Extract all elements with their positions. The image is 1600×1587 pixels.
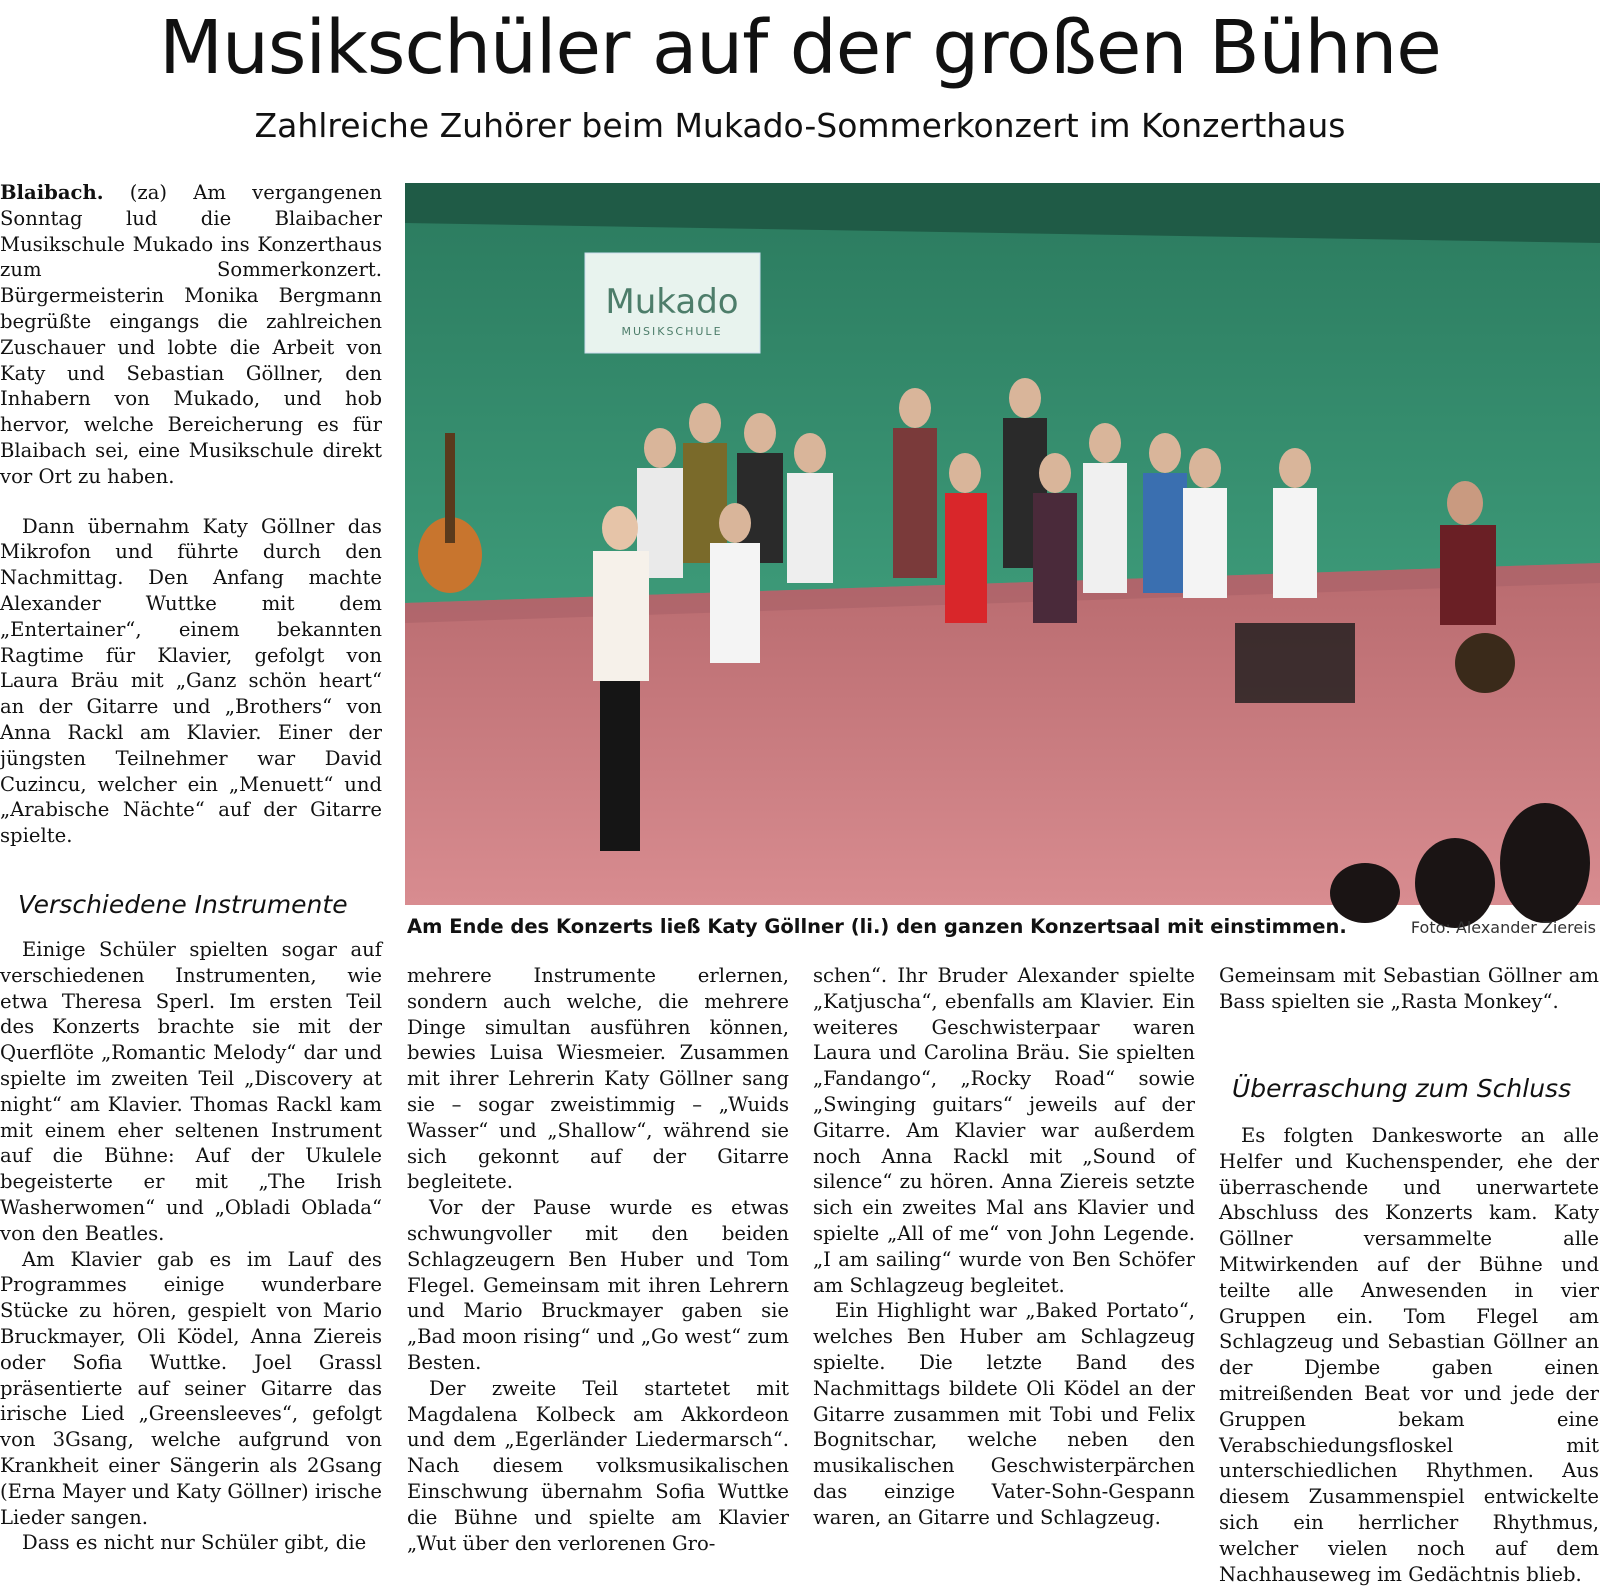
column-1 — [0, 180, 382, 855]
paragraph: Einige Schüler spielten sogar auf verschiedenen Instrumenten, wie etwa Theresa Sperl. Im ersten Teil des Konzerts brachte sie mit der Querflöte „Romantic Melody“ dar und spielte im zweiten Teil „Discovery at night“ am Klavier. Thomas Rackl kam mit einem eher seltenen Instrument auf die Bühne: Auf der Ukulele begeisterte er mit „The Irish Washerwomen“ und „Obladi Oblada“ von den Beatles. — [0, 938, 382, 1245]
concert-photo — [405, 183, 1600, 905]
paragraph: mehrere Instrumente erlernen, sondern auch welche, die mehrere Dinge simultan ausführen können, bewies Luisa Wiesmeier. Zusammen mit ihrer Lehrerin Katy Göllner sang sie – sogar zweistimmig – „Wuids Wasser“ und „Shallow“, während sie sich gekonnt auf der Gitarre begleitete. — [407, 964, 789, 1194]
stage-scene-illustration — [405, 183, 1600, 905]
column-3 — [813, 963, 1195, 1568]
paragraph: schen“. Ihr Bruder Alexander spielte „Katjuscha“, ebenfalls am Klavier. Ein weiteres Geschwisterpaar waren Laura und Carolina Bräu. Sie spielten „Fandango“, „Rocky Road“ sowie „Swinging guitars“ jeweils auf der Gitarre. Am Klavier war außerdem noch Anna Rackl mit „Sound of silence“ zu hören. Anna Ziereis setzte sich ein zweites Mal ans Klavier und spielte „All of me“ von John Legende. „I am sailing“ wurde von Ben Schöfer am Schlagzeug begleitet. — [813, 964, 1195, 1297]
paragraph: Es folgten Dankesworte an alle Helfer und Kuchenspender, ehe der überraschende und unerwartete Abschluss des Konzerts kam. Katy Göllner versammelte alle Mitwirkenden auf der Bühne und teilte alle Anwesenden in vier Gruppen ein. Tom Flegel am Schlagzeug und Sebastian Göllner an der Djembe gaben einen mitreißenden Beat vor und jede der Gruppen bekam eine Verabschiedungsfloskel mit unterschiedlichen Rhythmen. Aus diesem Zusammenspiel entwickelte sich ein herrlicher Rhythmus, welcher vielen noch auf dem Nachhauseweg im Gedächtnis blieb. — [1219, 1124, 1599, 1586]
paragraph: Gemeinsam mit Sebastian Göllner am Bass spielten sie „Rasta Monkey“. — [1219, 964, 1599, 1013]
column-4-continued — [1219, 1123, 1599, 1586]
paragraph: Der zweite Teil startetet mit Magdalena Kolbeck am Akkordeon und dem „Egerländer Liedermarsch“. Nach diesem volksmusikalischen Einschwung übernahm Sofia Wuttke die Bühne und spielte am Klavier „Wut über den verlorenen Gro- — [407, 1376, 789, 1555]
subheading-instrumente: Verschiedene Instrumente — [18, 890, 348, 919]
column-1-continued — [0, 937, 382, 1568]
column-2 — [407, 963, 789, 1568]
paragraph: Ein Highlight war „Baked Portato“, welches Ben Huber am Schlagzeug spielte. Die letzte Band des Nachmittags bildete Oli Ködel an der Gitarre zusammen mit Tobi und Felix Bognitschar, welche neben den musikalischen Geschwisterpärchen das einzige Vater-Sohn-Gespann waren, an Gitarre und Schlagzeug. — [813, 1299, 1195, 1529]
paragraph: Vor der Pause wurde es etwas schwungvoller mit den beiden Schlagzeugern Ben Huber und Tom Flegel. Gemeinsam mit ihren Lehrern und Mario Bruckmayer gaben sie „Bad moon rising“ und „Go west“ zum Besten. — [407, 1196, 789, 1374]
lead-text: (za) Am vergangenen Sonntag lud die Blaibacher Musikschule Mukado ins Konzerthaus zum Sommerkonzert. Bürgermeisterin Monika Bergmann begrüßte eingangs die zahlreichen Zuschauer und lobte die Arbeit von Katy und Sebastian Göllner, den Inhabern von Mukado, und hob hervor, welche Bereicherung es für Blaibach sei, eine Musikschule direkt vor Ort zu haben. — [0, 181, 383, 488]
banner-subtext: MUSIKSCHULE — [621, 325, 723, 338]
subheading-ueberraschung: Überraschung zum Schluss — [1232, 1074, 1572, 1103]
paragraph: Dass es nicht nur Schüler gibt, die — [22, 1531, 367, 1555]
article-subheadline: Zahlreiche Zuhörer beim Mukado-Sommerkonzert im Konzerthaus — [254, 106, 1346, 145]
article-headline: Musikschüler auf der großen Bühne — [159, 5, 1441, 91]
paragraph: Am Klavier gab es im Lauf des Programmes einige wunderbare Stücke zu hören, gespielt von Mario Bruckmayer, Oli Ködel, Anna Ziereis oder Sofia Wuttke. Joel Grassl präsentierte auf seiner Gitarre das irische Lied „Greensleeves“, gefolgt von 3Gsang, welche aufgrund von Krankheit einer Sängerin als 2Gsang (Erna Mayer und Katy Göllner) irische Lieder sangen. — [0, 1247, 382, 1529]
paragraph: Dann übernahm Katy Göllner das Mikrofon und führte durch den Nachmittag. Den Anfang machte Alexander Wuttke mit dem „Entertainer“, einem bekannten Ragtime für Klavier, gefolgt von Laura Bräu mit „Ganz schön heart“ an der Gitarre und „Brothers“ von Anna Rackl am Klavier. Einer der jüngsten Teilnehmer war David Cuzincu, welcher ein „Menuett“ und „Arabische Nächte“ auf der Gitarre spielte. — [0, 514, 382, 848]
banner-text: Mukado — [605, 282, 739, 322]
lead-paragraph — [0, 180, 382, 490]
photo-caption: Am Ende des Konzerts ließ Katy Göllner (li.) den ganzen Konzertsaal mit einstimmen. — [407, 915, 1347, 938]
dateline: Blaibach. — [0, 181, 104, 204]
photo-credit: Foto: Alexander Ziereis — [1410, 918, 1596, 937]
